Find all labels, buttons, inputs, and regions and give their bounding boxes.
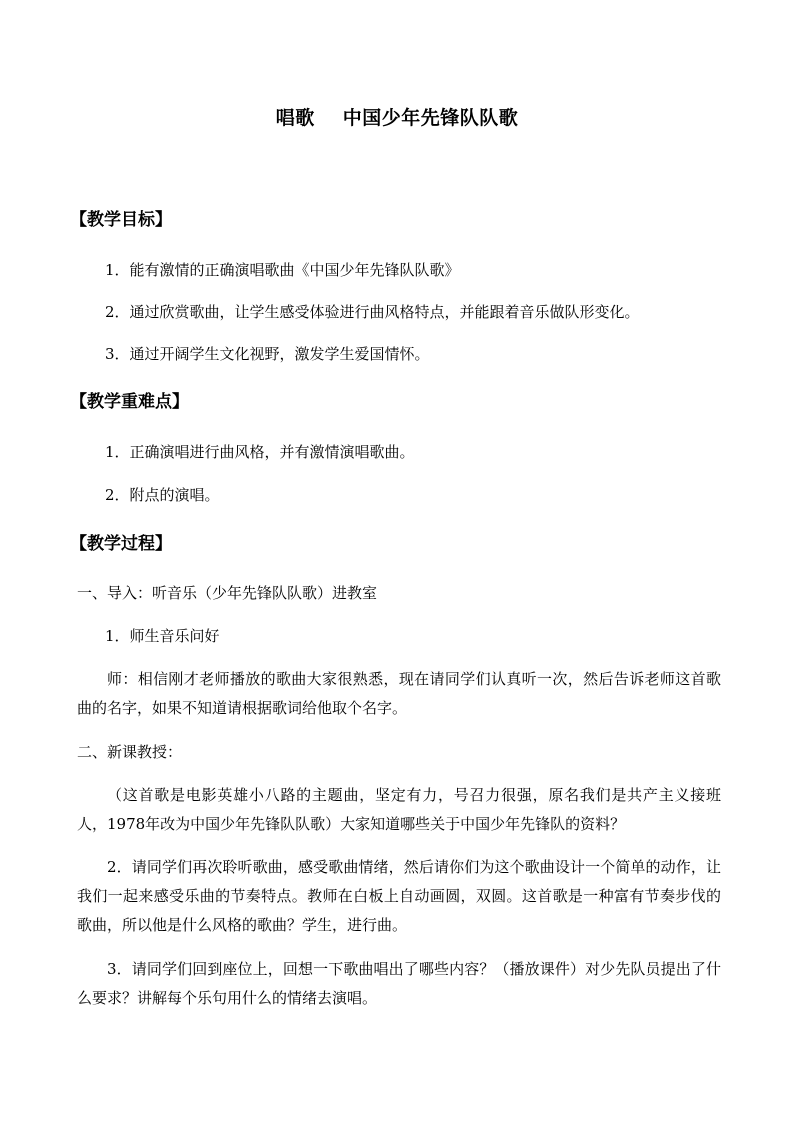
page-title bbox=[0, 103, 794, 130]
title-part1: 唱歌 bbox=[275, 107, 315, 129]
process-part2-paragraph-1: （这首歌是电影英雄小八路的主题曲，坚定有力，号召力很强，原名我们是共产主义接班人，1978年改为中国少年先锋队队歌）大家知道哪些关于中国少年先锋队的资料？ bbox=[77, 786, 721, 833]
title-part2: 中国少年先锋队队歌 bbox=[342, 107, 519, 129]
section-heading-keypoints: 【教学重难点】 bbox=[70, 392, 189, 412]
process-part1-item1: 1．师生音乐问好 bbox=[105, 627, 220, 645]
goal-item-1: 1．能有激情的正确演唱歌曲《中国少年先锋队队歌》 bbox=[105, 261, 460, 279]
keypoint-item-2: 2．附点的演唱。 bbox=[105, 486, 220, 504]
section-heading-goals: 【教学目标】 bbox=[70, 210, 172, 230]
process-part1-paragraph: 师：相信刚才老师播放的歌曲大家很熟悉，现在请同学们认真听一次，然后告诉老师这首歌曲的名字，如果不知道请根据歌词给他取个名字。 bbox=[77, 670, 721, 717]
goal-item-3: 3．通过开阔学生文化视野，激发学生爱国情怀。 bbox=[105, 345, 430, 363]
keypoint-item-1: 1．正确演唱进行曲风格，并有激情演唱歌曲。 bbox=[105, 443, 415, 461]
goal-item-2: 2．通过欣赏歌曲，让学生感受体验进行曲风格特点，并能跟着音乐做队形变化。 bbox=[105, 303, 640, 321]
process-part2-title: 二、新课教授： bbox=[77, 743, 183, 761]
process-part2-paragraph-2: 2．请同学们再次聆听歌曲，感受歌曲情绪，然后请你们为这个歌曲设计一个简单的动作，让我们一起来感受乐曲的节奏特点。教师在白板上自动画圆，双圆。这首歌是一种富有节奏步伐的歌曲，所以他是什么风格的歌曲？学生，进行曲。 bbox=[77, 858, 721, 934]
process-part2-paragraph-3: 3．请同学们回到座位上，回想一下歌曲唱出了哪些内容？（播放课件）对少先队员提出了什么要求？讲解每个乐句用什么的情绪去演唱。 bbox=[77, 960, 721, 1007]
section-heading-process: 【教学过程】 bbox=[70, 534, 172, 554]
process-part1-title: 一、导入：听音乐（少年先锋队队歌）进教室 bbox=[77, 584, 378, 602]
